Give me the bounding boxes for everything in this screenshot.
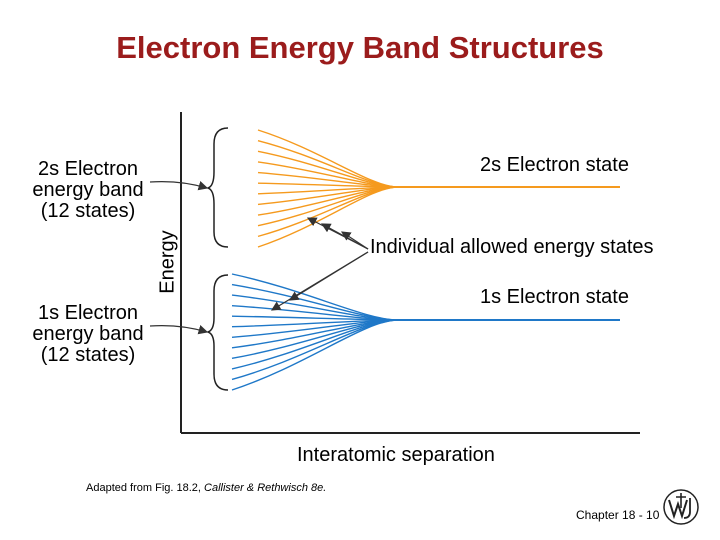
band-1s-label-line3: (12 states) [40,344,136,366]
arrow-1s-band [150,326,207,332]
band-1s-curve-12 [232,320,398,390]
band-1s-label-line2: energy band [32,323,144,345]
credit-source: Callister & Rethwisch 8e. [204,482,327,494]
band-1s-curve-2 [232,285,398,320]
arrow-allowed-2 [322,224,368,249]
band-2s-curve-1 [258,130,398,187]
x-axis-label: Interatomic separation [297,444,495,466]
arrow-allowed-3 [342,232,368,249]
brace-2s [208,128,228,247]
y-axis-label: Energy [156,230,179,294]
arrow-allowed-5 [290,252,368,300]
page-title: Electron Energy Band Structures [116,30,604,65]
chapter-footer: Chapter 18 - 10 [576,508,660,522]
band-1s-label-line1: 1s Electron [37,302,139,324]
figure-credit [86,482,326,494]
band-2s-label-line1: 2s Electron [37,158,139,180]
band-2s-label-line3: (12 states) [40,200,136,222]
arrow-2s-band [150,182,207,188]
band-2s-label-line2: energy band [32,179,144,201]
credit-prefix: Adapted from Fig. 18.2, [86,482,205,494]
allowed-states-label: Individual allowed energy states [370,236,654,258]
state-1s-label: 1s Electron state [480,286,629,308]
band-1s-curves [232,274,398,390]
state-2s-label: 2s Electron state [480,154,629,176]
wiley-logo-icon [662,488,700,526]
band-2s-curves [258,130,398,247]
brace-1s [208,275,228,390]
